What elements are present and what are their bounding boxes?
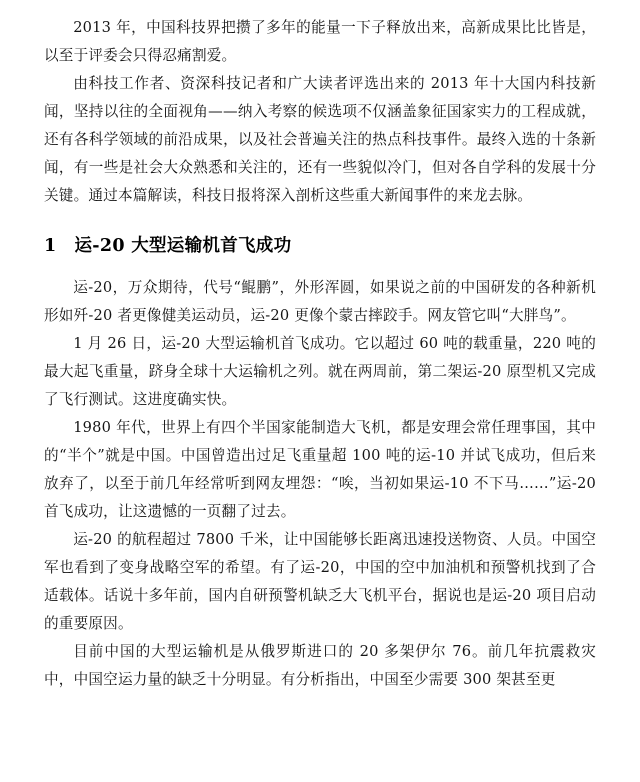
section-title: 运-20 大型运输机首飞成功	[74, 236, 292, 257]
section-number: 1	[44, 236, 57, 257]
paragraph-body-1: 运-20，万众期待，代号“鲲鹏”，外形浑圆，如果说之前的中国研发的各种新机形如歼-20 者更像健美运动员，运-20 更像个蒙古摔跤手。网友管它叫“大胖鸟”。	[44, 279, 596, 325]
paragraph-body-3: 1980 年代，世界上有四个半国家能制造大飞机，都是安理会常任理事国，其中的“半个”就是中国。中国曾造出过足飞重量超 100 吨的运-10 并试飞成功，但后来放弃了，以至于前几年经常听到网友埋怨：“唉，当初如果运-10 不下马……”运-20 首飞成功，让这遗憾的一页翻了过去。	[44, 419, 596, 521]
paragraph-intro-1: 2013 年，中国科技界把攒了多年的能量一下子释放出来，高新成果比比皆是，以至于评委会只得忍痛割爱。	[44, 19, 596, 65]
paragraph-intro-2: 由科技工作者、资深科技记者和广大读者评选出来的 2013 年十大国内科技新闻，坚持以往的全面视角——纳入考察的候选项不仅涵盖象征国家实力的工程成就，还有各科学领域的前沿成果，以及社会普遍关注的热点科技事件。最终入选的十条新闻，有一些是社会大众熟悉和关注的，还有一些貌似冷门，但对各自学科的发展十分关键。通过本篇解读，科技日报将深入剖析这些重大新闻事件的来龙去脉。	[44, 75, 596, 205]
paragraph-body-4: 运-20 的航程超过 7800 千米，让中国能够长距离迅速投送物资、人员。中国空军也看到了变身战略空军的希望。有了运-20，中国的空中加油机和预警机找到了合适载体。话说十多年前，国内自研预警机缺乏大飞机平台，据说也是运-20 项目启动的重要原因。	[44, 531, 596, 633]
paragraph-body-5: 目前中国的大型运输机是从俄罗斯进口的 20 多架伊尔 76。前几年抗震救灾中，中国空运力量的缺乏十分明显。有分析指出，中国至少需要 300 架甚至更	[44, 643, 596, 689]
section-heading	[44, 232, 596, 260]
paragraph-body-2: 1 月 26 日，运-20 大型运输机首飞成功。它以超过 60 吨的载重量，220 吨的最大起飞重量，跻身全球十大运输机之列。就在两周前，第二架运-20 原型机又完成了飞行测试。这进度确实快。	[44, 335, 596, 409]
